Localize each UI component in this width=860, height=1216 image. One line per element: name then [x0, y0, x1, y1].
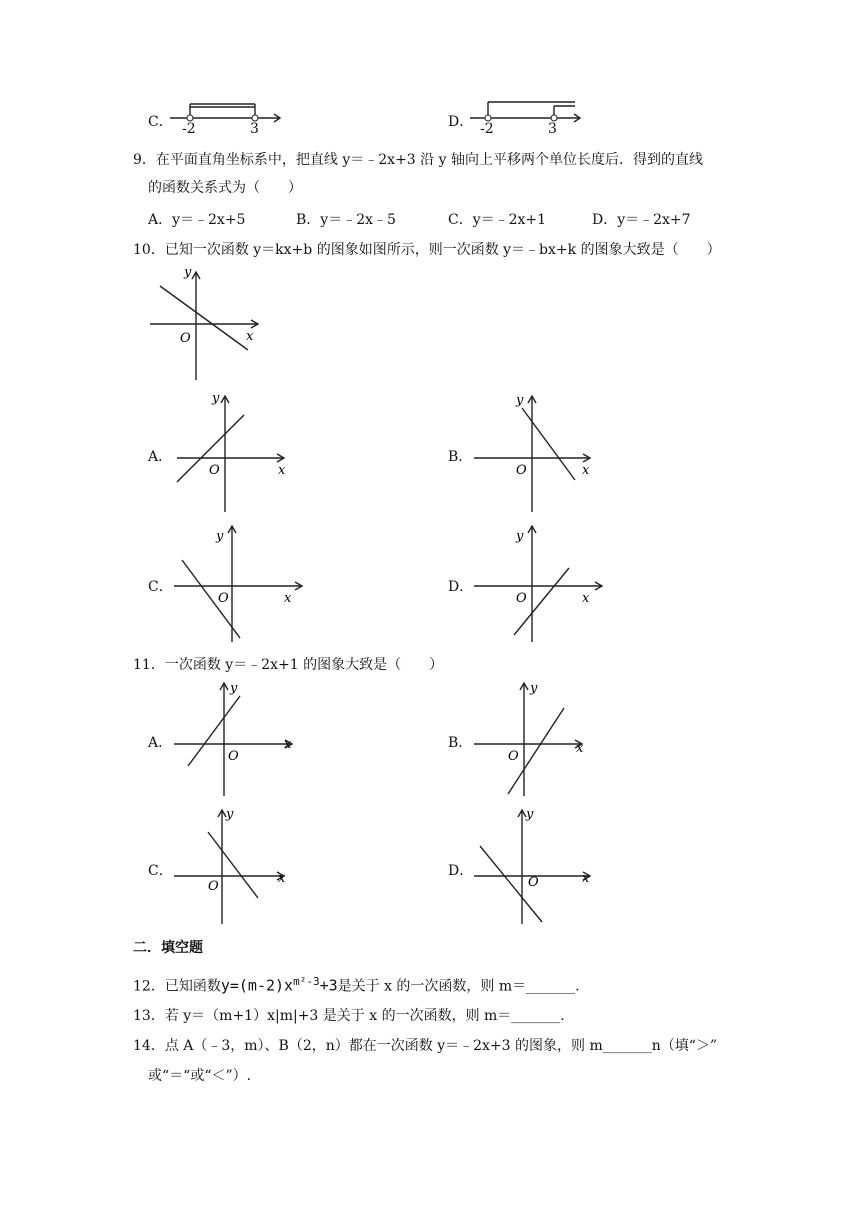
q12-formula: y=(m-2)x	[220, 976, 294, 995]
svg-text:O: O	[208, 879, 219, 894]
q10-option-c-graph	[172, 520, 307, 645]
q8-c-tick-3: 3	[250, 121, 259, 137]
svg-text:x: x	[576, 741, 584, 756]
q11-option-a-graph	[172, 678, 302, 798]
svg-text:y: y	[212, 391, 220, 406]
svg-text:y: y	[230, 681, 238, 696]
section-fill-blank-title: 二．填空题	[133, 940, 203, 956]
q9-text-line2: 的函数关系式为（ ）	[148, 180, 302, 196]
q10-option-b-label: B．	[448, 449, 473, 465]
svg-text:O: O	[209, 463, 220, 478]
svg-text:x: x	[278, 871, 286, 886]
q10-reference-graph	[150, 262, 270, 382]
svg-text:x: x	[284, 591, 292, 606]
q14-text-line1: 14．点 A（﹣3，m）、B（2，n）都在一次函数 y＝﹣2x+3 的图象，则 m_______n（填“＞”	[133, 1038, 718, 1054]
svg-text:x: x	[582, 463, 590, 478]
svg-text:y: y	[516, 529, 524, 544]
q8-c-tick-neg2: -2	[182, 121, 196, 137]
q12-line	[133, 972, 580, 997]
svg-text:O: O	[228, 749, 239, 764]
q11-option-b-graph	[472, 678, 602, 798]
svg-text:x: x	[582, 591, 590, 606]
q11-option-d-label: D．	[448, 863, 474, 879]
q10-option-b-graph	[472, 390, 602, 515]
svg-text:y: y	[216, 529, 224, 544]
svg-text:O: O	[516, 463, 527, 478]
q8-option-c-label: C．	[148, 114, 173, 130]
q9-option-a: A．y＝﹣2x+5	[148, 212, 246, 228]
q8-d-tick-3: 3	[548, 121, 557, 137]
q8-option-d-label: D．	[448, 114, 474, 130]
svg-text:x: x	[246, 329, 254, 344]
q11-option-d-graph	[472, 802, 602, 927]
q12-exponent: m²-3	[293, 975, 320, 988]
q11-option-a-label: A．	[148, 735, 173, 751]
q11-text: 11．一次函数 y＝﹣2x+1 的图象大致是（ ）	[133, 657, 444, 673]
q10-option-a-graph	[172, 390, 292, 515]
svg-text:x: x	[582, 871, 590, 886]
svg-text:y: y	[226, 807, 234, 822]
svg-text:y: y	[184, 265, 192, 280]
q9-option-d: D．y＝﹣2x+7	[592, 212, 691, 228]
q13-text: 13．若 y＝（m+1）x|m|+3 是关于 x 的一次函数，则 m＝_______.	[133, 1008, 565, 1024]
svg-text:x: x	[284, 737, 292, 752]
svg-text:O: O	[508, 749, 519, 764]
svg-text:O: O	[516, 591, 527, 606]
q10-text: 10．已知一次函数 y＝kx+b 的图象如图所示，则一次函数 y＝﹣bx+k 的图象大致是（ ）	[133, 242, 721, 258]
q10-option-c-label: C．	[148, 579, 173, 595]
q10-option-d-graph	[472, 520, 607, 645]
svg-text:O: O	[528, 875, 539, 890]
svg-text:y: y	[516, 393, 524, 408]
q11-option-c-label: C．	[148, 863, 173, 879]
q9-text-line1: 9．在平面直角坐标系中，把直线 y＝﹣2x+3 沿 y 轴向上平移两个单位长度后．得到的直线	[133, 152, 703, 168]
q14-text-line2: 或“＝“或“＜”）.	[148, 1068, 252, 1084]
q10-option-a-label: A．	[148, 449, 173, 465]
q10-option-d-label: D．	[448, 579, 474, 595]
q11-option-b-label: B．	[448, 735, 473, 751]
q9-option-c: C．y＝﹣2x+1	[448, 212, 547, 228]
q8-d-tick-neg2: -2	[480, 121, 494, 137]
svg-text:O: O	[218, 591, 229, 606]
svg-text:y: y	[526, 807, 534, 822]
svg-text:x: x	[278, 463, 286, 478]
q11-option-c-graph	[172, 802, 292, 927]
q12-prefix: 12．已知函数	[133, 978, 221, 995]
svg-text:y: y	[530, 681, 538, 696]
q12-formula-tail: +3	[319, 976, 338, 995]
q9-option-b: B．y＝﹣2x﹣5	[296, 212, 396, 228]
svg-text:O: O	[180, 331, 191, 346]
q12-suffix: 是关于 x 的一次函数，则 m＝_______.	[337, 978, 580, 995]
